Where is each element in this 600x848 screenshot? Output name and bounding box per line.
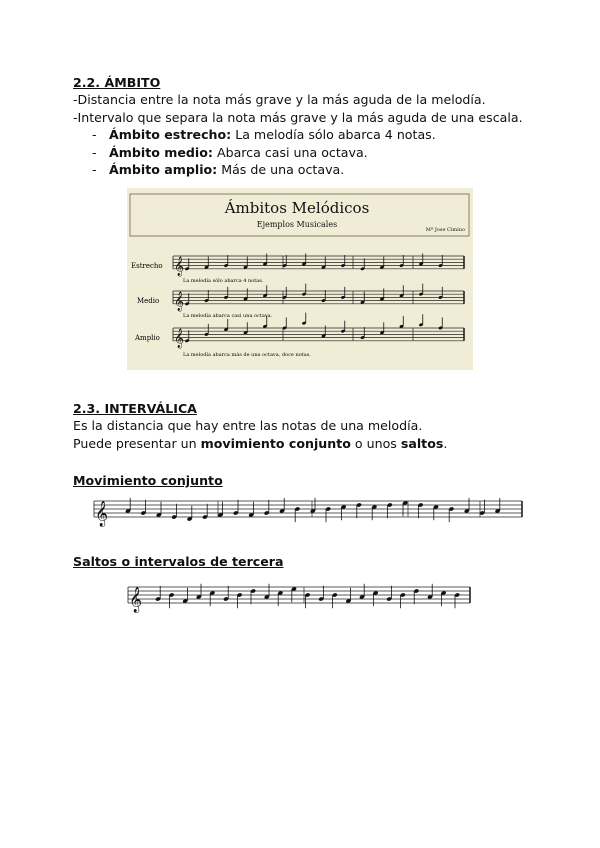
intervalica-definition: Es la distancia que hay entre las notas de una melodía. <box>73 418 423 433</box>
figure-author: Mª Jose Cimino <box>425 227 465 233</box>
treble-clef-icon: 𝄞 <box>95 501 109 527</box>
row-label-estrecho: Estrecho <box>131 262 163 270</box>
row-caption-amplio: La melodía abarca más de una octava, doce notas. <box>183 352 311 358</box>
ambito-definition-2: -Intervalo que separa la nota más grave y la más aguda de una escala. <box>73 110 523 125</box>
intervalica-types: Puede presentar un movimiento conjunto o unos saltos. <box>73 436 448 451</box>
subheading-saltos: Saltos o intervalos de tercera <box>73 554 284 569</box>
treble-clef-icon: 𝄞 <box>174 328 185 349</box>
row-label-amplio: Amplio <box>135 334 160 342</box>
staff-saltos <box>128 584 470 613</box>
row-caption-estrecho: La melodía sólo abarca 4 notas. <box>183 278 264 284</box>
treble-clef-icon: 𝄞 <box>174 291 185 312</box>
section-heading-intervalica: 2.3. INTERVÁLICA <box>73 401 197 416</box>
score-movimiento-conjunto <box>90 493 526 529</box>
ambitos-figure <box>127 188 473 370</box>
list-item: - Ámbito estrecho: La melodía sólo abarca 4 notas. <box>92 127 436 142</box>
subheading-movimiento-conjunto: Movimiento conjunto <box>73 473 223 488</box>
treble-clef-icon: 𝄞 <box>129 587 143 613</box>
ambito-definition-1: -Distancia entre la nota más grave y la más aguda de la melodía. <box>73 92 486 107</box>
list-item: - Ámbito medio: Abarca casi una octava. <box>92 144 368 160</box>
score-saltos <box>124 577 490 617</box>
figure-title: Ámbitos Melódicos <box>224 199 370 217</box>
list-item: - Ámbito amplio: Más de una octava. <box>92 162 345 177</box>
figure-subtitle: Ejemplos Musicales <box>256 220 338 229</box>
treble-clef-icon: 𝄞 <box>174 256 185 277</box>
section-heading-ambito: 2.2. ÁMBITO <box>73 75 161 90</box>
row-caption-medio: La melodía abarca casi una octava. <box>183 313 273 319</box>
staff-conjunto <box>94 498 522 527</box>
row-label-medio: Medio <box>137 297 160 305</box>
ambito-types-list <box>92 127 436 180</box>
